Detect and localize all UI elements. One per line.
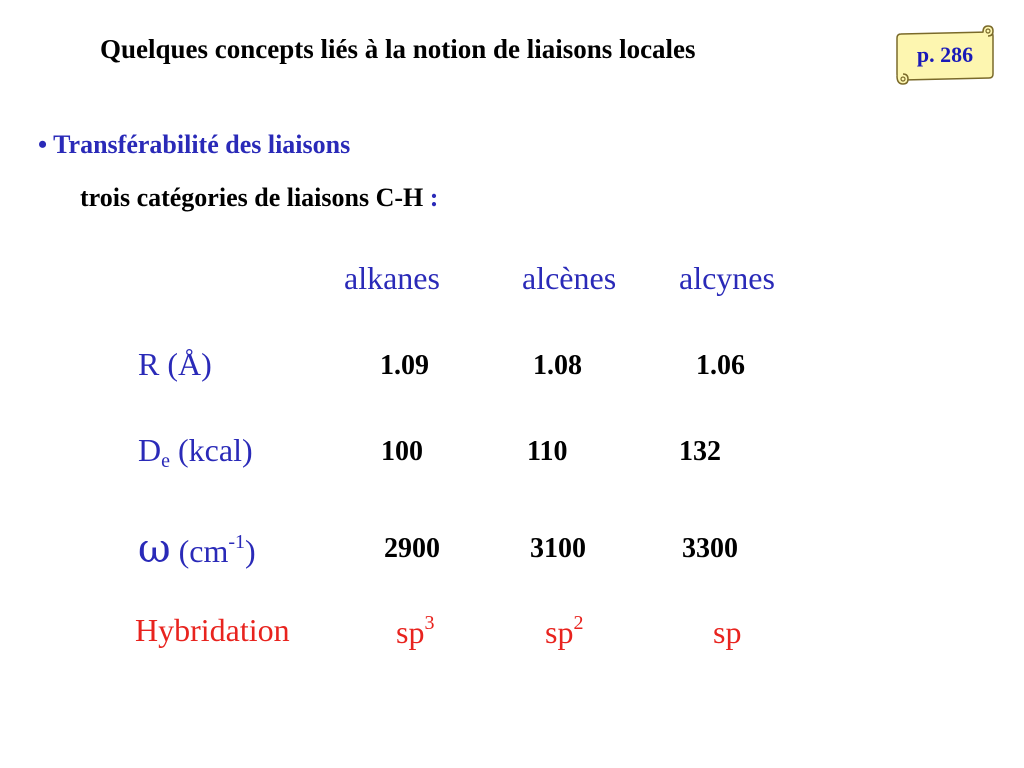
page-reference-scroll <box>893 24 997 86</box>
value-omega-alcynes: 3300 <box>682 533 738 564</box>
value-omega-alcenes: 3100 <box>530 533 586 564</box>
bullet-marker: • <box>38 130 48 159</box>
value-de-alcynes: 132 <box>679 436 721 467</box>
hyb-alcenes-sup: 2 <box>573 612 584 634</box>
hyb-alkanes-base: sp <box>396 614 425 650</box>
page-ref-label: p. 286 <box>916 42 974 67</box>
value-omega-alkanes: 2900 <box>384 533 440 564</box>
bullet-item <box>38 130 350 160</box>
subheading-colon: : <box>429 183 439 212</box>
row-label-dissociation-energy <box>138 432 253 473</box>
column-header-alcynes: alcynes <box>679 260 775 296</box>
value-de-alcenes: 110 <box>527 436 568 467</box>
hyb-alkanes-sup: 3 <box>424 612 435 634</box>
omega-label-pre: (cm <box>170 533 229 569</box>
column-header-alkanes: alkanes <box>344 260 440 296</box>
row-label-hybridation: Hybridation <box>135 612 290 648</box>
hybridation-alcenes <box>545 612 583 651</box>
de-label-main: D <box>138 432 162 468</box>
omega-symbol: ω <box>138 526 171 572</box>
hyb-alcynes-base: sp <box>713 614 742 650</box>
value-r-alcynes: 1.06 <box>696 350 745 381</box>
column-header-alcenes: alcènes <box>522 260 617 296</box>
subheading-text: trois catégories de liaisons C-H <box>80 183 424 212</box>
bullet-text: Transférabilité des liaisons <box>53 130 351 159</box>
de-label-rest: (kcal) <box>170 432 253 468</box>
hybridation-alkanes <box>396 612 434 651</box>
row-label-wavenumber <box>138 526 256 572</box>
omega-label-post: ) <box>245 533 256 569</box>
omega-label-sup: -1 <box>228 531 246 553</box>
row-label-bond-length: R (Å) <box>138 346 212 382</box>
subheading <box>80 183 438 213</box>
hyb-alcenes-base: sp <box>545 614 574 650</box>
slide-title: Quelques concepts liés à la notion de liaisons locales <box>100 34 696 64</box>
value-r-alkanes: 1.09 <box>380 350 429 381</box>
value-de-alkanes: 100 <box>381 436 423 467</box>
value-r-alcenes: 1.08 <box>533 350 582 381</box>
hybridation-alcynes <box>713 612 741 651</box>
de-label-sub: e <box>161 450 170 472</box>
